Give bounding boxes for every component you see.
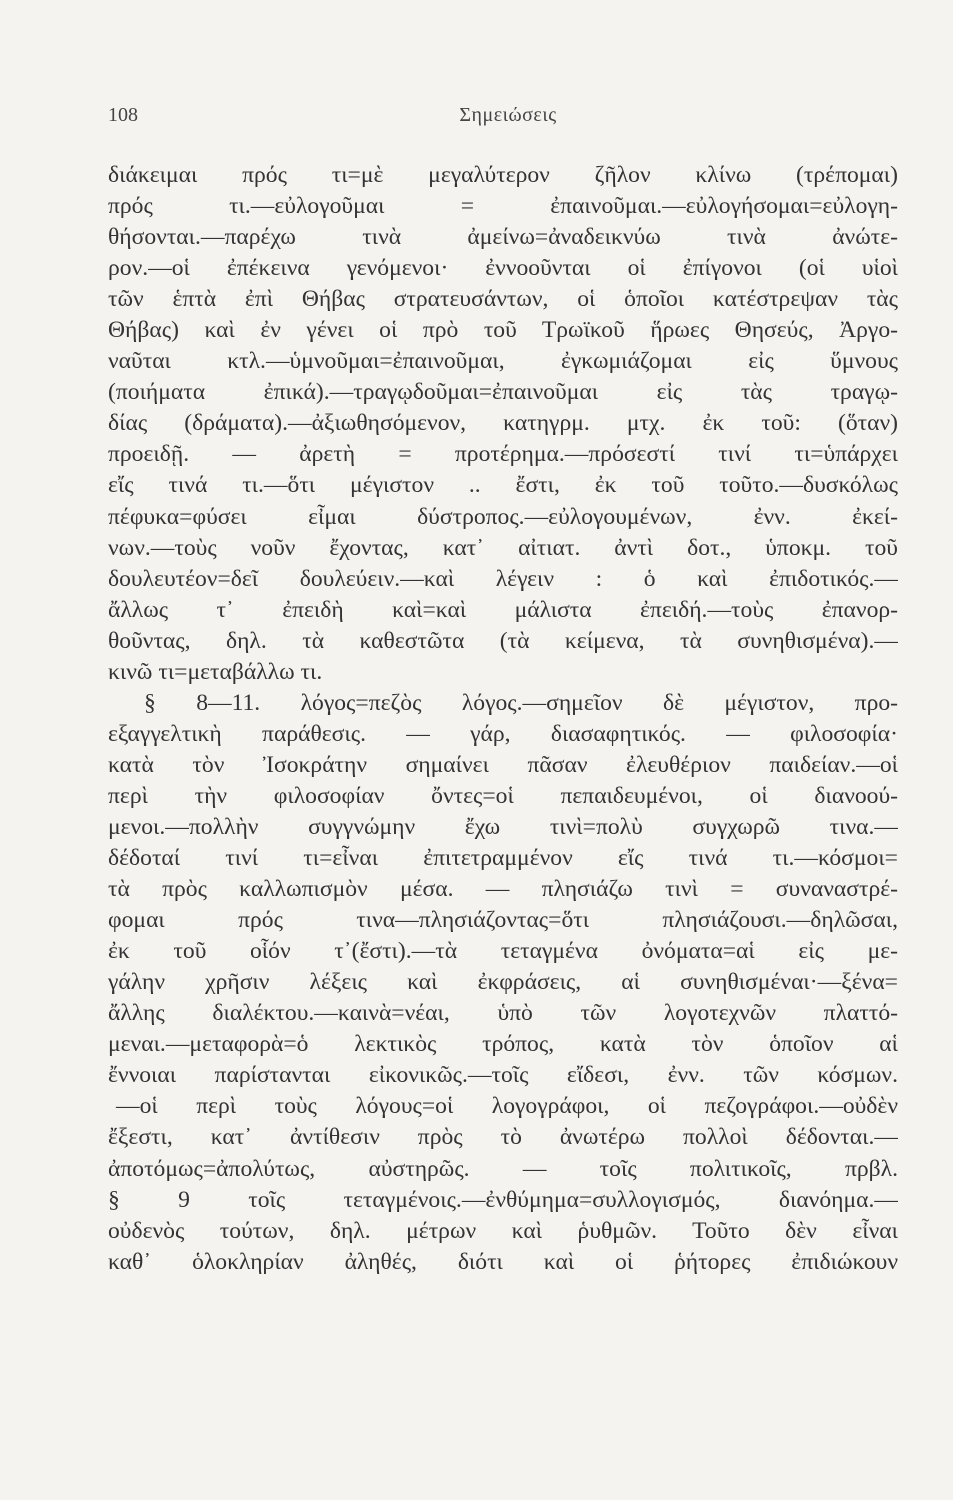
page-header [108,104,908,132]
text-line: πρός τι.—εὐλογοῦμαι = ἐπαινοῦμαι.—εὐλογήσομαι=εὐλογη- [108,193,898,220]
text-line: καθ᾽ ὁλοκληρίαν ἀληθές, διότι καὶ οἱ ῥήτορες ἐπιδιώκουν [108,1248,898,1275]
text-line: ἐκ τοῦ οἷόν τ᾽(ἔστι).—τὰ τεταγμένα ὀνόματα=αἱ εἰς με- [108,938,898,965]
text-line: δουλευτέον=δεῖ δουλεύειν.—καὶ λέγειν : ὁ καὶ ἐπιδοτικός.— [108,565,898,592]
text-line: ἄλλης διαλέκτου.—καινὰ=νέαι, ὑπὸ τῶν λογοτεχνῶν πλαττό- [108,1000,898,1027]
text-line: πέφυκα=φύσει εἶμαι δύστροπος.—εὐλογουμένων, ἐνν. ἐκεί- [108,503,898,530]
text-line: τῶν ἑπτὰ ἐπὶ Θήβας στρατευσάντων, οἱ ὁποῖοι κατέστρεψαν τὰς [108,286,898,313]
text-line: ναῦται κτλ.—ὑμνοῦμαι=ἐπαινοῦμαι, ἐγκωμιάζομαι εἰς ὕμνους [108,348,898,375]
text-line: δέδοταί τινί τι=εἶναι ἐπιτετραμμένον εἴς τινά τι.—κόσμοι= [108,845,898,872]
text-line: ρον.—οἱ ἐπέκεινα γενόμενοι· ἐννοοῦνται οἱ ἐπίγονοι (οἱ υἱοὶ [108,255,898,282]
text-line: εἴς τινά τι.—ὅτι μέγιστον .. ἔστι, ἐκ τοῦ τοῦτο.—δυσκόλως [108,472,898,499]
text-line: ἔξεστι, κατ᾽ ἀντίθεσιν πρὸς τὸ ἀνωτέρω πολλοὶ δέδονται.— [108,1124,898,1151]
text-line: § 9 τοῖς τεταγμένοις.—ἐνθύμημα=συλλογισμός, διανόημα.— [108,1186,898,1213]
text-line: δίας (δράματα).—ἀξιωθησόμενον, κατηγρμ. μτχ. ἐκ τοῦ: (ὅταν) [108,410,898,437]
text-line: κινῶ τι=μεταβάλλω τι. [108,658,323,685]
text-line: οὐδενὸς τούτων, δηλ. μέτρων καὶ ῥυθμῶν. Τοῦτο δὲν εἶναι [108,1217,898,1244]
text-line: ἄλλως τ᾽ ἐπειδὴ καὶ=καὶ μάλιστα ἐπειδή.—τοὺς ἐπανορ- [108,596,898,623]
text-line: εξαγγελτικὴ παράθεσις. — γάρ, διασαφητικός. — φιλοσοφία· [108,720,898,747]
text-line: φομαι πρός τινα—πλησιάζοντας=ὅτι πλησιάζουσι.—δηλῶσαι, [108,907,898,934]
text-line: διάκειμαι πρός τι=μὲ μεγαλύτερον ζῆλον κλίνω (τρέπομαι) [108,162,898,188]
text-line: (ποιήματα ἐπικά).—τραγῳδοῦμαι=ἐπαινοῦμαι εἰς τὰς τραγῳ- [108,379,898,406]
text-line: τὰ πρὸς καλλωπισμὸν μέσα. — πλησιάζω τινὶ = συναναστρέ- [108,876,898,903]
text-line: Θήβας) καὶ ἐν γένει οἱ πρὸ τοῦ Τρωϊκοῦ ἥρωες Θησεύς, Ἀργο- [108,317,898,344]
text-line: γάλην χρῆσιν λέξεις καὶ ἐκφράσεις, αἱ συνηθισμέναι·—ξένα= [108,969,898,996]
text-line: προειδῇ. — ἀρετὴ = προτέρημα.—πρόσεστί τινί τι=ὑπάρχει [108,441,898,468]
text-line: θήσονται.—παρέχω τινὰ ἀμείνω=ἀναδεικνύω τινὰ ἀνώτε- [108,224,898,251]
text-line: μεναι.—μεταφορὰ=ὁ λεκτικὸς τρόπος, κατὰ τὸν ὁποῖον αἱ [108,1031,898,1058]
text-line: μενοι.—πολλὴν συγγνώμην ἔχω τινὶ=πολὺ συγχωρῶ τινα.— [108,813,898,840]
section-start-line: § 8—11. λόγος=πεζὸς λόγος.—σημεῖον δὲ μέγιστον, προ- [144,689,898,716]
page-number: 108 [108,104,138,126]
text-line: κατὰ τὸν Ἰσοκράτην σημαίνει πᾶσαν ἐλευθέριον παιδείαν.—οἱ [108,751,898,778]
notes-text [108,160,898,1278]
text-line: νων.—τοὺς νοῦν ἔχοντας, κατ᾽ αἰτιατ. ἀντὶ δοτ., ὑποκμ. τοῦ [108,534,898,561]
text-line: ἀποτόμως=ἀπολύτως, αὐστηρῶς. — τοῖς πολιτικοῖς, πρβλ. [108,1155,898,1182]
text-line: θοῦντας, δηλ. τὰ καθεστῶτα (τὰ κείμενα, τὰ συνηθισμένα).— [108,627,898,654]
text-line: περὶ τὴν φιλοσοφίαν ὄντες=οἱ πεπαιδευμένοι, οἱ διανοού- [108,782,898,809]
text-line: ἔννοιαι παρίστανται εἰκονικῶς.—τοῖς εἴδεσι, ἐνν. τῶν κόσμων. [108,1062,898,1089]
text-line: —οἱ περὶ τοὺς λόγους=οἱ λογογράφοι, οἱ πεζογράφοι.—οὐδὲν [116,1093,898,1120]
running-title: Σημειώσεις [459,104,557,126]
